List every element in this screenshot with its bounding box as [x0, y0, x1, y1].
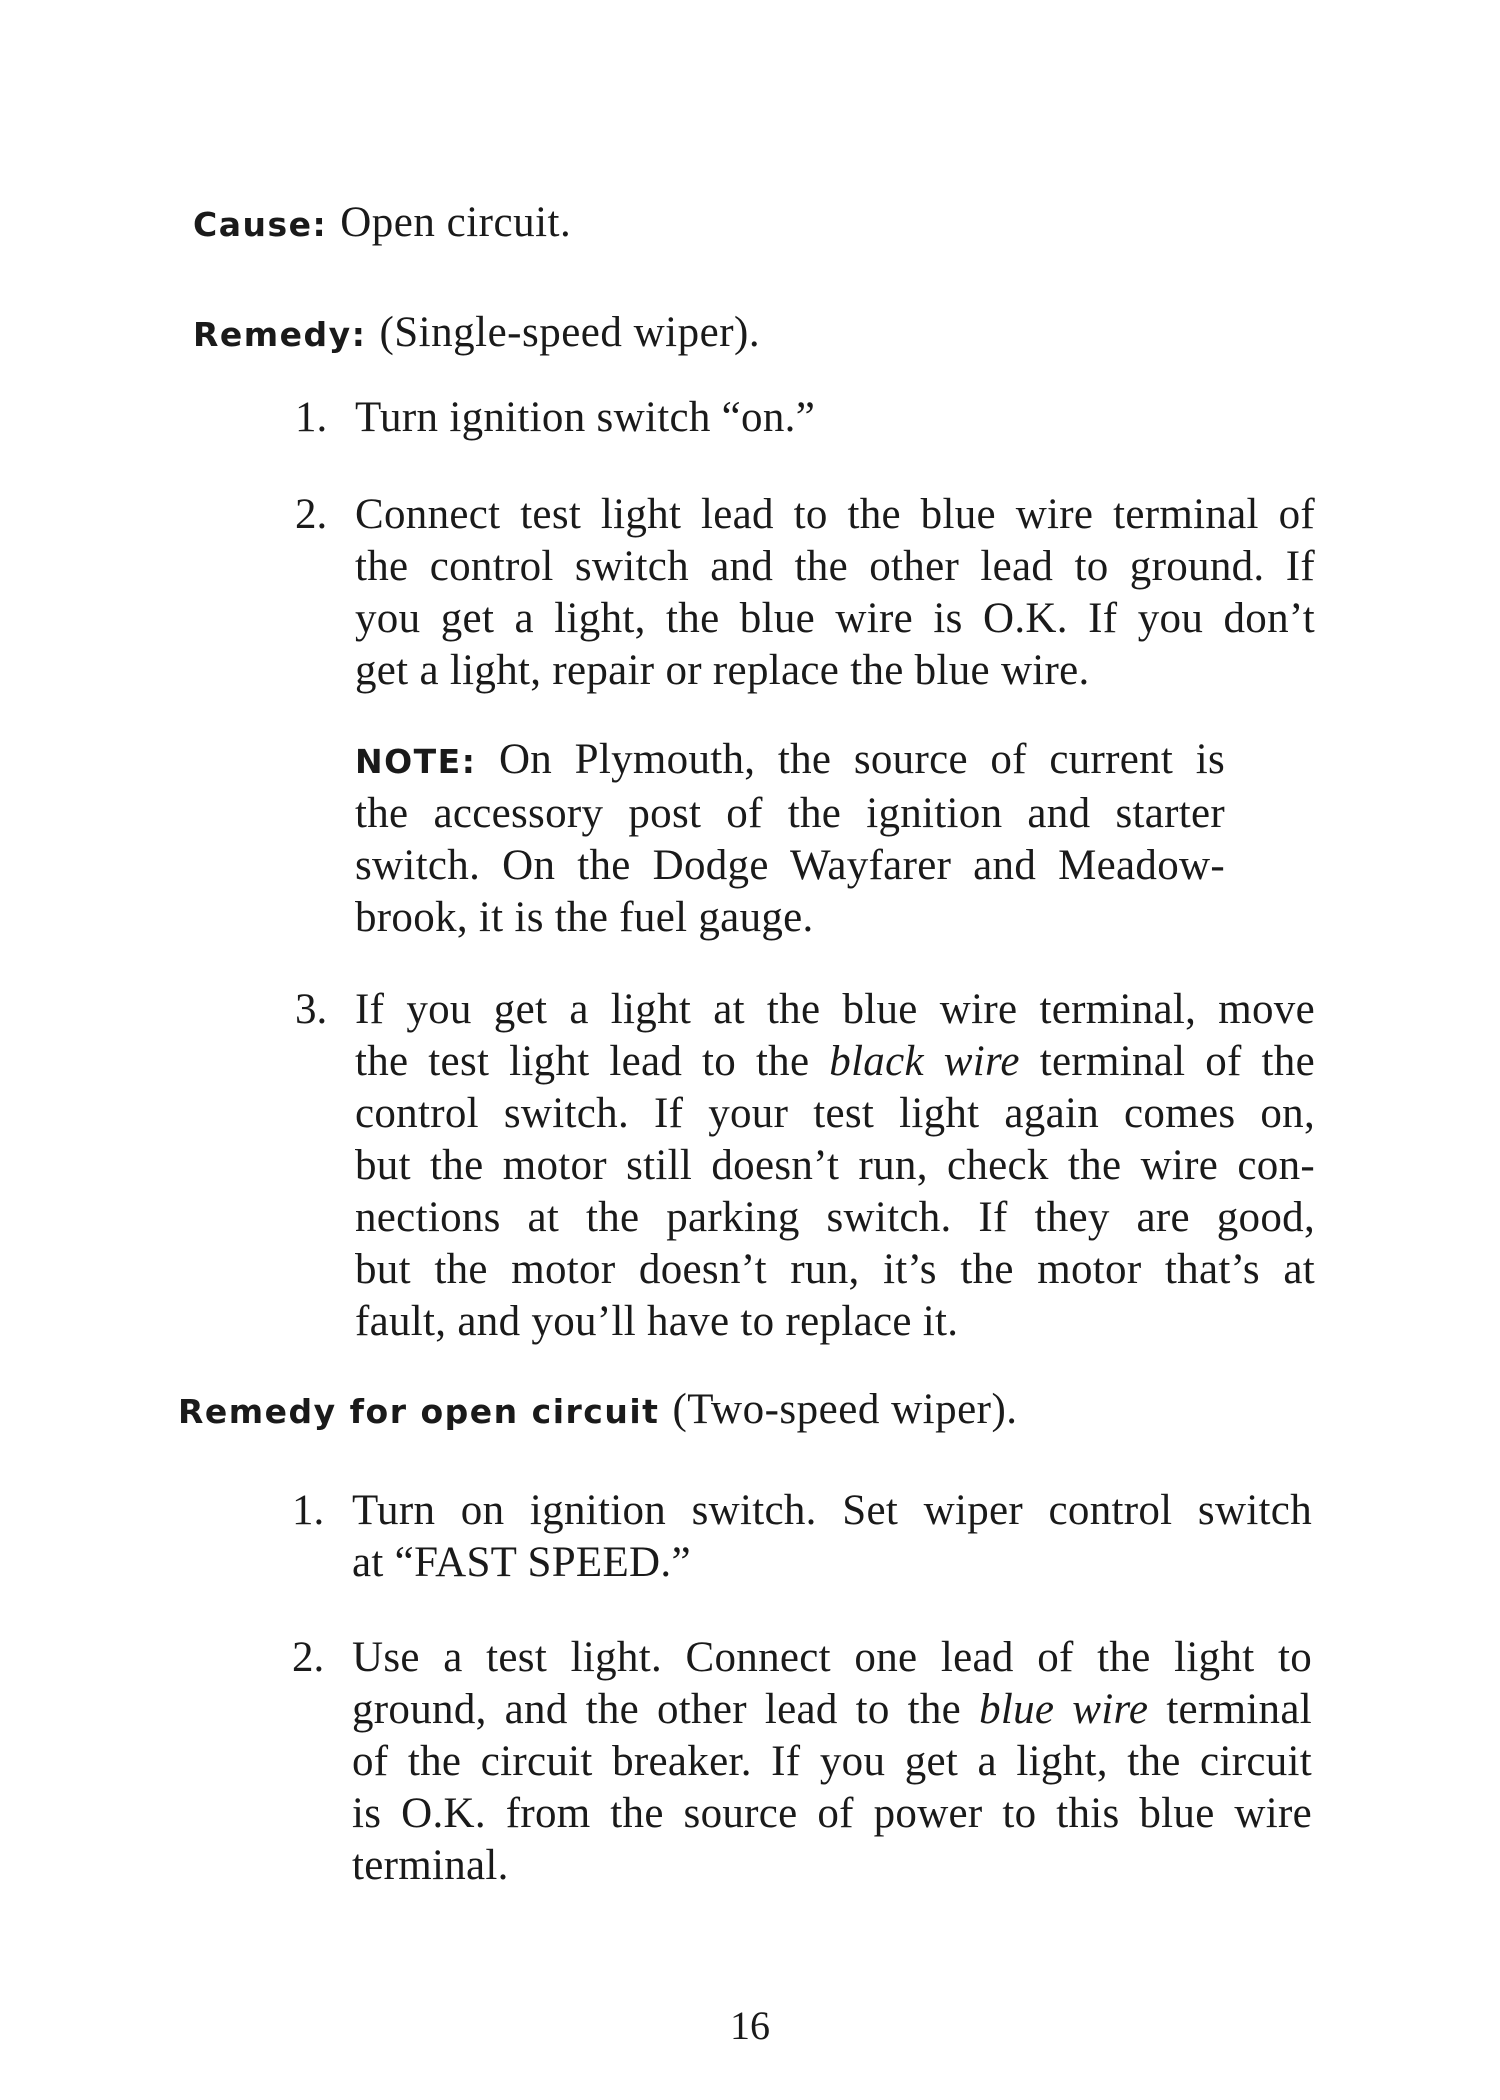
step-line-pre: the test light lead to the [355, 1038, 810, 1085]
note-line: switch. On the Dodge Wayfarer and Meadow- [355, 842, 1225, 889]
step-text [355, 392, 1315, 444]
step-line: Use a test light. Connect one lead of the light to [352, 1634, 1312, 1681]
remedy-single-heading [193, 306, 760, 361]
note-line: brook, it is the fuel gauge. [355, 894, 814, 941]
step-line: control switch. If your test light again comes on, [355, 1090, 1315, 1137]
step-line-emphasis [352, 1684, 1312, 1736]
step-line: terminal. [352, 1842, 509, 1889]
step-number: 3. [295, 986, 328, 1033]
note-block [355, 734, 1225, 944]
step-line: but the motor still doesn’t run, check the wire con- [355, 1142, 1315, 1189]
step-line-emphasis [355, 1036, 1315, 1088]
note-first-line [355, 734, 1225, 788]
note-label: NOTE: [355, 742, 477, 781]
step-line: get a light, repair or replace the blue wire. [355, 647, 1090, 694]
step-line-pre: ground, and the other lead to the [352, 1686, 962, 1733]
step-line: Connect test light lead to the blue wire terminal of [355, 491, 1315, 538]
step-line: Turn ignition switch “on.” [355, 394, 816, 441]
step-number: 2. [292, 1634, 325, 1681]
black-wire-emphasis: black wire [829, 1038, 1020, 1085]
step-line: nections at the parking switch. If they are good, [355, 1194, 1315, 1241]
step-number: 1. [292, 1487, 325, 1534]
page-number: 16 [730, 2003, 770, 2048]
step-text [352, 1632, 1312, 1892]
step-line: you get a light, the blue wire is O.K. If you don’t [355, 595, 1315, 642]
step-line: is O.K. from the source of power to this blue wire [352, 1790, 1312, 1837]
remedy-single-text: (Single-speed wiper). [379, 309, 761, 356]
step-text [355, 489, 1315, 697]
step-line-post: terminal of the [1039, 1038, 1315, 1085]
cause-label: Cause: [193, 205, 328, 244]
step-number: 1. [295, 394, 328, 441]
note-line: the accessory post of the ignition and starter [355, 790, 1225, 837]
blue-wire-emphasis: blue wire [979, 1686, 1149, 1733]
step-line: the control switch and the other lead to ground. If [355, 543, 1315, 590]
cause-text: Open circuit. [340, 199, 572, 246]
remedy-two-label: Remedy for open circuit [178, 1392, 660, 1431]
step-line: of the circuit breaker. If you get a light, the circuit [352, 1738, 1312, 1785]
step-text [352, 1485, 1312, 1589]
step-line: If you get a light at the blue wire terminal, move [355, 986, 1315, 1033]
step-text [355, 984, 1315, 1348]
step-line: but the motor doesn’t run, it’s the motor that’s at [355, 1246, 1315, 1293]
step-line-post: terminal [1166, 1686, 1312, 1733]
remedy-single-label: Remedy: [193, 315, 367, 354]
cause-line [193, 196, 571, 251]
remedy-two-text: (Two-speed wiper). [672, 1386, 1018, 1433]
step-number: 2. [295, 491, 328, 538]
step-line: fault, and you’ll have to replace it. [355, 1298, 959, 1345]
step-line: Turn on ignition switch. Set wiper control switch [352, 1487, 1312, 1534]
remedy-two-heading [178, 1383, 1018, 1438]
note-first-text: On Plymouth, the source of current is [498, 736, 1225, 783]
step-line: at “FAST SPEED.” [352, 1539, 691, 1586]
